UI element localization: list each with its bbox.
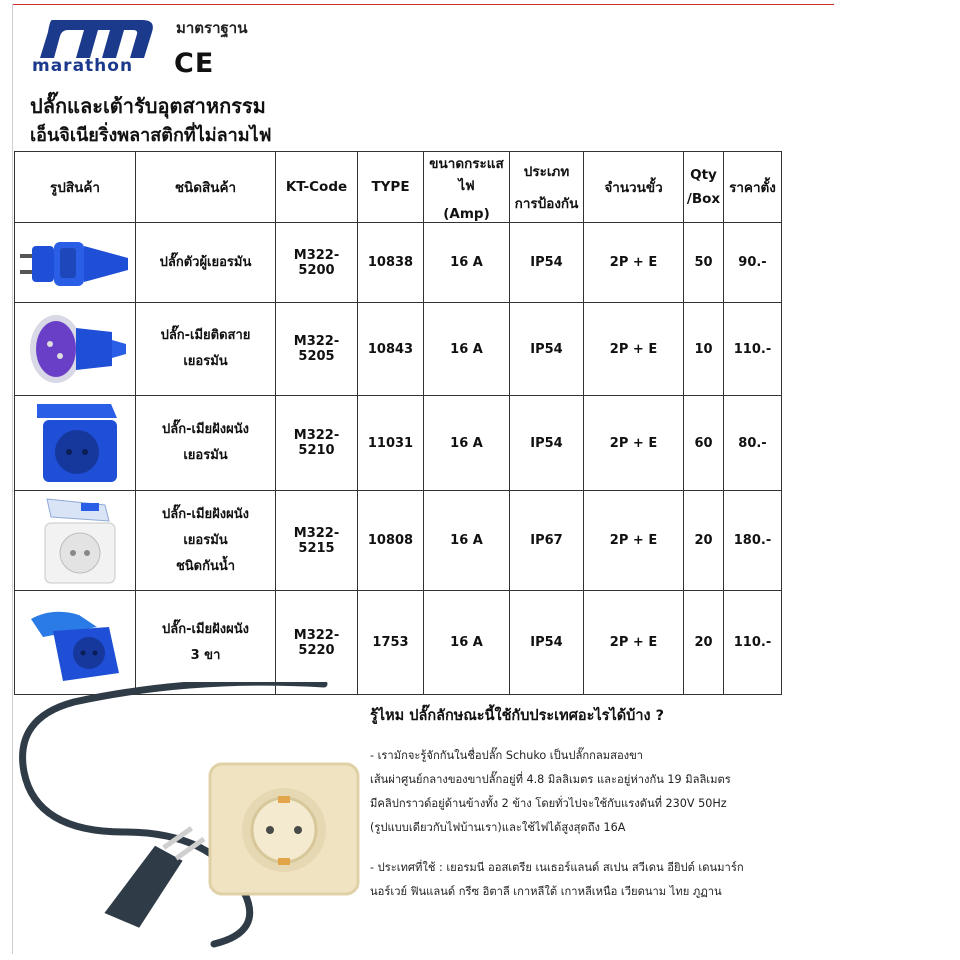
table-row	[15, 303, 782, 396]
faq-paragraph-1	[370, 744, 820, 840]
product-name	[136, 591, 276, 695]
ce-mark: CE	[174, 48, 215, 79]
product-qty: 60	[684, 396, 724, 491]
col-header-qty	[684, 152, 724, 223]
product-price: 180.-	[724, 491, 782, 591]
product-name-l1: ปลั๊ก-เมียฝังผนัง	[162, 621, 249, 637]
product-name	[136, 396, 276, 491]
product-ip: IP54	[510, 591, 584, 695]
product-ip: IP54	[510, 396, 584, 491]
col-header-protection-l2: การป้องกัน	[514, 196, 579, 212]
faq-body	[370, 744, 820, 920]
product-amp: 16 A	[424, 303, 510, 396]
product-ip: IP67	[510, 491, 584, 591]
product-name-l2: เยอรมัน	[183, 532, 228, 548]
blue-angled-socket-icon	[23, 601, 127, 685]
col-header-qty-l2: /Box	[686, 191, 721, 207]
product-type: 10808	[358, 491, 424, 591]
col-header-protection-l1: ประเภท	[523, 164, 570, 180]
product-ip: IP54	[510, 223, 584, 303]
table-row	[15, 491, 782, 591]
product-name-l3: ชนิดกันน้ำ	[175, 558, 236, 574]
product-code: M322-5220	[276, 591, 358, 695]
product-qty: 20	[684, 591, 724, 695]
product-amp: 16 A	[424, 223, 510, 303]
col-header-current-l1: ขนาดกระแสไฟ	[429, 156, 504, 194]
product-name-l1: ปลั๊กตัวผู้เยอรมัน	[159, 254, 252, 270]
standard-label: มาตราฐาน	[176, 19, 248, 37]
product-amp: 16 A	[424, 491, 510, 591]
page-subtitle: เอ็นจิเนียริ่งพลาสติกที่ไม่ลามไฟ	[30, 125, 272, 146]
product-code: M322-5200	[276, 223, 358, 303]
product-amp: 16 A	[424, 396, 510, 491]
product-poles: 2P + E	[584, 491, 684, 591]
product-image-cell	[15, 303, 136, 396]
faq-title: รู้ไหม ปลั๊กลักษณะนี้ใช้กับประเทศอะไรได้บ้าง ?	[370, 708, 665, 724]
product-type: 10843	[358, 303, 424, 396]
col-header-current	[424, 152, 510, 223]
product-table	[14, 151, 782, 695]
page-title: ปลั๊กและเต้ารับอุตสาหกรรม	[30, 94, 266, 118]
product-type: 10838	[358, 223, 424, 303]
product-code: M322-5205	[276, 303, 358, 396]
col-header-protection	[510, 152, 584, 223]
product-name-l1: ปลั๊ก-เมียฝังผนัง	[162, 422, 249, 437]
product-price: 110.-	[724, 303, 782, 396]
product-poles: 2P + E	[584, 303, 684, 396]
table-row	[15, 591, 782, 695]
product-poles: 2P + E	[584, 223, 684, 303]
product-type: 11031	[358, 396, 424, 491]
col-header-qty-l1: Qty	[690, 167, 717, 183]
product-name-l1: ปลั๊ก-เมียฝังผนัง	[162, 506, 249, 522]
table-row	[15, 396, 782, 491]
faq-paragraph-2	[370, 856, 820, 904]
product-amp: 16 A	[424, 591, 510, 695]
product-qty: 10	[684, 303, 724, 396]
schuko-plug-icon	[90, 821, 225, 940]
col-header-code: KT-Code	[276, 152, 358, 223]
top-rule	[12, 4, 834, 5]
product-price: 80.-	[724, 396, 782, 491]
faq-p2-line1: - ประเทศที่ใช้ : เยอรมนี ออสเตรีย เนเธอร์แลนด์ สเปน สวีเดน อียิปต์ เดนมาร์ก	[370, 861, 744, 874]
col-header-image: รูปสินค้า	[15, 152, 136, 223]
blue-male-plug-icon	[16, 232, 134, 294]
product-ip: IP54	[510, 303, 584, 396]
product-poles: 2P + E	[584, 396, 684, 491]
plug-and-socket-illustration	[14, 682, 364, 952]
product-image-cell	[15, 591, 136, 695]
table-row	[15, 223, 782, 303]
faq-p1-line3: มีคลิปกราวด์อยู่ด้านข้างทั้ง 2 ข้าง โดยทั่วไปจะใช้กับแรงดันที่ 230V 50Hz	[370, 797, 727, 810]
blue-panel-socket-icon	[25, 400, 125, 486]
product-name-l2: 3 ขา	[190, 647, 221, 663]
col-header-type: TYPE	[358, 152, 424, 223]
product-poles: 2P + E	[584, 591, 684, 695]
product-type: 1753	[358, 591, 424, 695]
product-price: 110.-	[724, 591, 782, 695]
product-name-l2: เยอรมัน	[183, 354, 228, 369]
table-header-row	[15, 152, 782, 223]
faq-p2-line2: นอร์เวย์ ฟินแลนด์ กรีซ อิตาลี เกาหลีใต้ เกาหลีเหนือ เวียดนาม ไทย ภูฏาน	[370, 885, 722, 898]
white-waterproof-socket-icon	[25, 495, 125, 587]
product-price: 90.-	[724, 223, 782, 303]
product-qty: 20	[684, 491, 724, 591]
left-rule	[12, 4, 13, 954]
col-header-price: ราคาตั้ง	[724, 152, 782, 223]
product-name	[136, 491, 276, 591]
product-name-l2: เยอรมัน	[183, 448, 228, 463]
product-image-cell	[15, 223, 136, 303]
product-code: M322-5210	[276, 396, 358, 491]
product-image-cell	[15, 396, 136, 491]
col-header-current-l2: (Amp)	[443, 206, 490, 222]
product-code: M322-5215	[276, 491, 358, 591]
product-image-cell	[15, 491, 136, 591]
col-header-poles: จำนวนขั้ว	[584, 152, 684, 223]
product-qty: 50	[684, 223, 724, 303]
faq-p1-line2: เส้นผ่าศูนย์กลางของขาปลั๊กอยู่ที่ 4.8 มิลลิเมตร และอยู่ห่างกัน 19 มิลลิเมตร	[370, 773, 731, 786]
faq-p1-line4: (รูปแบบเดียวกับไฟบ้านเรา)และใช้ไฟได้สูงสุดถึง 16A	[370, 821, 626, 834]
faq-p1-line1: - เรามักจะรู้จักกันในชื่อปลั๊ก Schuko เป็นปลั๊กกลมสองขา	[370, 749, 644, 762]
col-header-name: ชนิดสินค้า	[136, 152, 276, 223]
product-name	[136, 303, 276, 396]
product-name	[136, 223, 276, 303]
product-name-l1: ปลั๊ก-เมียติดสาย	[160, 328, 251, 343]
blue-female-connector-icon	[20, 310, 130, 388]
brand-name: marathon	[32, 56, 134, 76]
